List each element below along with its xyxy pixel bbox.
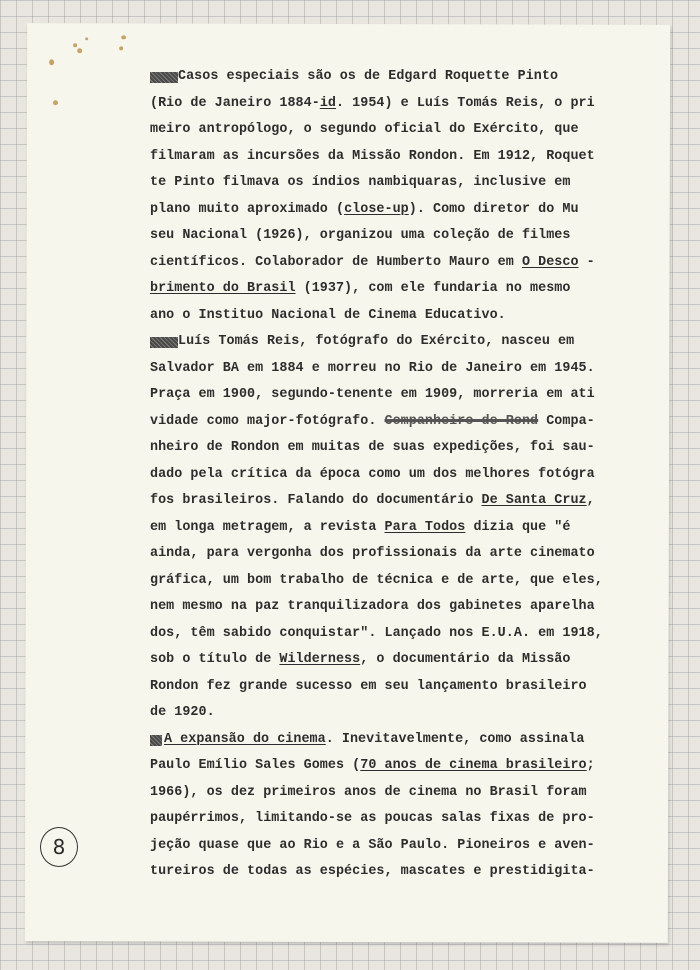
text-span: Luís Tomás Reis, fotógrafo do Exército, nasceu em <box>178 334 575 349</box>
text-line <box>150 409 620 436</box>
rust-stain <box>85 37 88 40</box>
text-line: nheiro de Rondon em muitas de suas expedições, foi sau- <box>150 440 595 455</box>
text-span: (1937), com ele fundaria no mesmo <box>295 281 571 296</box>
text-line <box>150 276 620 303</box>
text-span: - <box>578 254 595 270</box>
text-line <box>150 197 620 224</box>
underlined-title: brimento do Brasil <box>150 281 296 296</box>
text-line <box>150 647 620 674</box>
underlined-title: Wilderness <box>279 652 361 667</box>
struck-out-text: Companheiro de Rond <box>384 413 539 429</box>
text-span: plano muito aproximado ( <box>150 201 345 217</box>
text-span: em longa metragem, a revista <box>150 519 385 535</box>
underlined-title: O Desco <box>521 254 579 270</box>
text-span: sob o título de <box>150 652 280 667</box>
page-number: 8 <box>40 827 78 867</box>
text-line: paupérrimos, limitando-se as poucas salas fixas de pro- <box>150 811 595 826</box>
text-span: Compa- <box>538 413 595 429</box>
text-line: nem mesmo na paz tranquilizadora dos gabinetes aparelha <box>150 599 595 614</box>
text-line: filmaram as incursões da Missão Rondon. Em 1912, Roquet <box>150 148 595 164</box>
text-line: ainda, para vergonha dos profissionais da arte cinemato <box>150 546 595 561</box>
text-line <box>150 250 620 277</box>
paragraph-mark <box>150 337 178 348</box>
rust-stain <box>73 43 77 47</box>
paragraph-mark <box>150 72 178 83</box>
section-heading: A expansão do cinema <box>164 731 326 747</box>
text-line: Praça em 1900, segundo-tenente em 1909, morreria em ati <box>150 387 595 402</box>
text-span: . Inevitavelmente, como assinala <box>325 731 585 747</box>
text-line <box>150 488 620 515</box>
text-line: gráfica, um bom trabalho de técnica e de arte, que eles, <box>150 572 603 588</box>
text-span: dizia que "é <box>465 519 571 535</box>
underlined-title: 70 anos de cinema brasileiro <box>360 758 587 773</box>
text-span: ; <box>586 758 595 773</box>
rust-stain <box>49 59 54 65</box>
text-line <box>150 727 620 754</box>
text-span: científicos. Colaborador de Humberto Mauro em <box>150 254 522 270</box>
text-span: ). Como diretor do Mu <box>408 201 579 217</box>
text-line: dado pela crítica da época como um dos melhores fotógra <box>150 466 595 482</box>
rust-stain <box>121 35 126 39</box>
text-span: (Rio de Janeiro 1884- <box>150 95 320 111</box>
rust-stain <box>77 48 82 53</box>
text-line <box>150 329 620 356</box>
text-span: , <box>586 493 595 508</box>
text-span: Casos especiais são os de Edgard Roquette Pinto <box>178 69 559 84</box>
text-line: te Pinto filmava os índios nambiquaras, inclusive em <box>150 175 571 190</box>
underlined-text: close-up <box>344 201 409 217</box>
text-line: dos, têm sabido conquistar". Lançado nos E.U.A. em 1918, <box>150 625 603 641</box>
text-line: seu Nacional (1926), organizou uma coleção de filmes <box>150 228 571 243</box>
underlined-text: id <box>319 95 336 111</box>
text-span: . 1954) e Luís Tomás Reis, o pri <box>335 95 595 111</box>
text-span: vidade como major-fotógrafo. <box>150 413 385 429</box>
text-line: Salvador BA em 1884 e morreu no Rio de Janeiro em 1945. <box>150 360 595 376</box>
text-line <box>150 64 620 91</box>
typed-text <box>150 64 620 886</box>
text-span: Paulo Emílio Sales Gomes ( <box>150 758 361 773</box>
text-span: , o documentário da Missão <box>360 652 571 667</box>
text-line <box>150 91 620 118</box>
text-line: meiro antropólogo, o segundo oficial do Exército, que <box>150 122 579 137</box>
underlined-title: Para Todos <box>384 519 466 535</box>
text-line <box>150 515 620 542</box>
text-line: 1966), os dez primeiros anos de cinema no Brasil foram <box>150 784 587 800</box>
text-line: tureiros de todas as espécies, mascates e prestidigita- <box>150 864 595 879</box>
text-line: jeção quase que ao Rio e a São Paulo. Pioneiros e aven- <box>150 837 595 853</box>
text-span: fos brasileiros. Falando do documentário <box>150 493 482 508</box>
text-line: de 1920. <box>150 705 215 720</box>
text-line: Rondon fez grande sucesso em seu lançamento brasileiro <box>150 678 587 694</box>
underlined-title: De Santa Cruz <box>481 493 587 508</box>
text-line: ano o Instituo Nacional de Cinema Educativo. <box>150 307 506 323</box>
rust-stain <box>119 46 123 50</box>
text-line <box>150 753 620 780</box>
rust-stain <box>53 100 58 105</box>
paragraph-mark <box>150 735 162 746</box>
